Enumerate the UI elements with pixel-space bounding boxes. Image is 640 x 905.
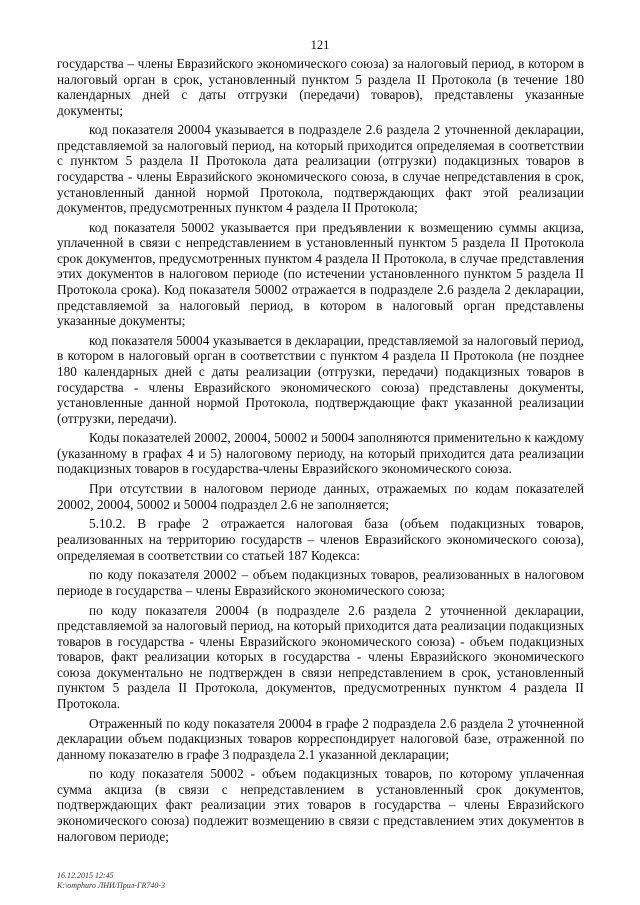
paragraph-50002-volume: по коду показателя 50002 - объем подакцизных товаров, по которому уплаченная сумма акциза (в связи с непредставлением в установленный срок документов, подтверждающих факт реализации этих товаров в государства – члены Евразийского экономического союза) подлежит возмещению в связи с представлением этих документов в налоговом периоде; [57, 766, 584, 844]
paragraph-code-20004: код показателя 20004 указывается в подразделе 2.6 раздела 2 уточненной декларации, представляемой за налоговый период, на который приходится определяемая в соответствии с пунктом 5 раздела II Протокола дата реализации (отгрузки) подакцизных товаров в государства - члены Евразийского экономического союза, в случае непредставления в срок, установленный данной нормой Протокола, подтверждающих факт этой реализации документов, предусмотренных пунктом 4 раздела II Протокола; [57, 122, 584, 216]
paragraph-20004-correspondence: Отраженный по коду показателя 20004 в графе 2 подраздела 2.6 раздела 2 уточненной декларации объем подакцизных товаров корреспондирует налоговой базе, отраженной по данному показателю в графе 3 подраздела 2.1 указанной декларации; [57, 715, 584, 762]
paragraph-code-50002: код показателя 50002 указывается при предъявлении к возмещению суммы акциза, уплаченной в связи с непредставлением в установленный пунктом 5 раздела II Протокола срок документов, предусмотренных пунктом 4 раздела II Протокола, в случае представления этих документов в налоговом периоде (по истечении установленного пунктом 5 раздела II Протокола срока). Код показателя 50002 отражается в подразделе 2.6 раздела 2 декларации, представляемой за налоговый период, в котором в налоговый орган представлены указанные документы; [57, 219, 584, 329]
page-number: 121 [310, 38, 330, 52]
paragraph-continuation: государства – члены Евразийского экономического союза) за налоговый период, в котором в налоговый орган в срок, установленный пунктом 5 раздела II Протокола (в течение 180 календарных дней с даты отгрузки (передачи) товаров), представлены указанные документы; [57, 56, 584, 118]
paragraph-20004-volume: по коду показателя 20004 (в подразделе 2.6 раздела 2 уточненной декларации, представляемой за налоговый период, на который приходится дата реализации подакцизных товаров в государства - члены Евразийского экономического союза) - объем подакцизных товаров, факт реализации которых в государства - члены Евразийского экономического союза документально не подтвержден в связи непредставлением в срок, установленный пунктом 5 раздела II Протокола, документов, предусмотренных пунктом 4 раздела II Протокола. [57, 602, 584, 711]
footer [57, 871, 165, 891]
paragraph-code-50004: код показателя 50004 указывается в декларации, представляемой за налоговый период, в котором в налоговый орган в соответствии с пунктом 4 раздела II Протокола (не позднее 180 календарных дней с даты реализации (отгрузки, передачи) подакцизных товаров в государства - члены Евразийского экономического союза) представлены документы, установленные данной нормой Протокола, подтверждающие факт указанной реализации (отгрузки, передачи). [57, 332, 584, 426]
paragraph-20002-volume: по коду показателя 20002 – объем подакцизных товаров, реализованных в налоговом периоде в государства – члены Евразийского экономического союза; [57, 567, 584, 598]
paragraph-codes-fill: Коды показателей 20002, 20004, 50002 и 50004 заполняются применительно к каждому (указанному в графах 4 и 5) налоговому периоду, на который приходится дата реализации подакцизных товаров в государства-члены Евразийского экономического союза. [57, 430, 584, 477]
paragraph-5-10-2: 5.10.2. В графе 2 отражается налоговая база (объем подакцизных товаров, реализованных на территорию государств – членов Евразийского экономического союза), определяемая в соответствии со статьей 187 Кодекса: [57, 516, 584, 563]
footer-doc-ref: K:\omphuro ЛНИ/Прил-ГR740-3 [57, 881, 166, 890]
document-body [57, 56, 584, 848]
footer-timestamp: 16.12.2015 12:45 [57, 871, 114, 880]
paragraph-absence: При отсутствии в налоговом периоде данных, отражаемых по кодам показателей 20002, 20004, 50002 и 50004 подраздел 2.6 не заполняется; [57, 481, 584, 512]
